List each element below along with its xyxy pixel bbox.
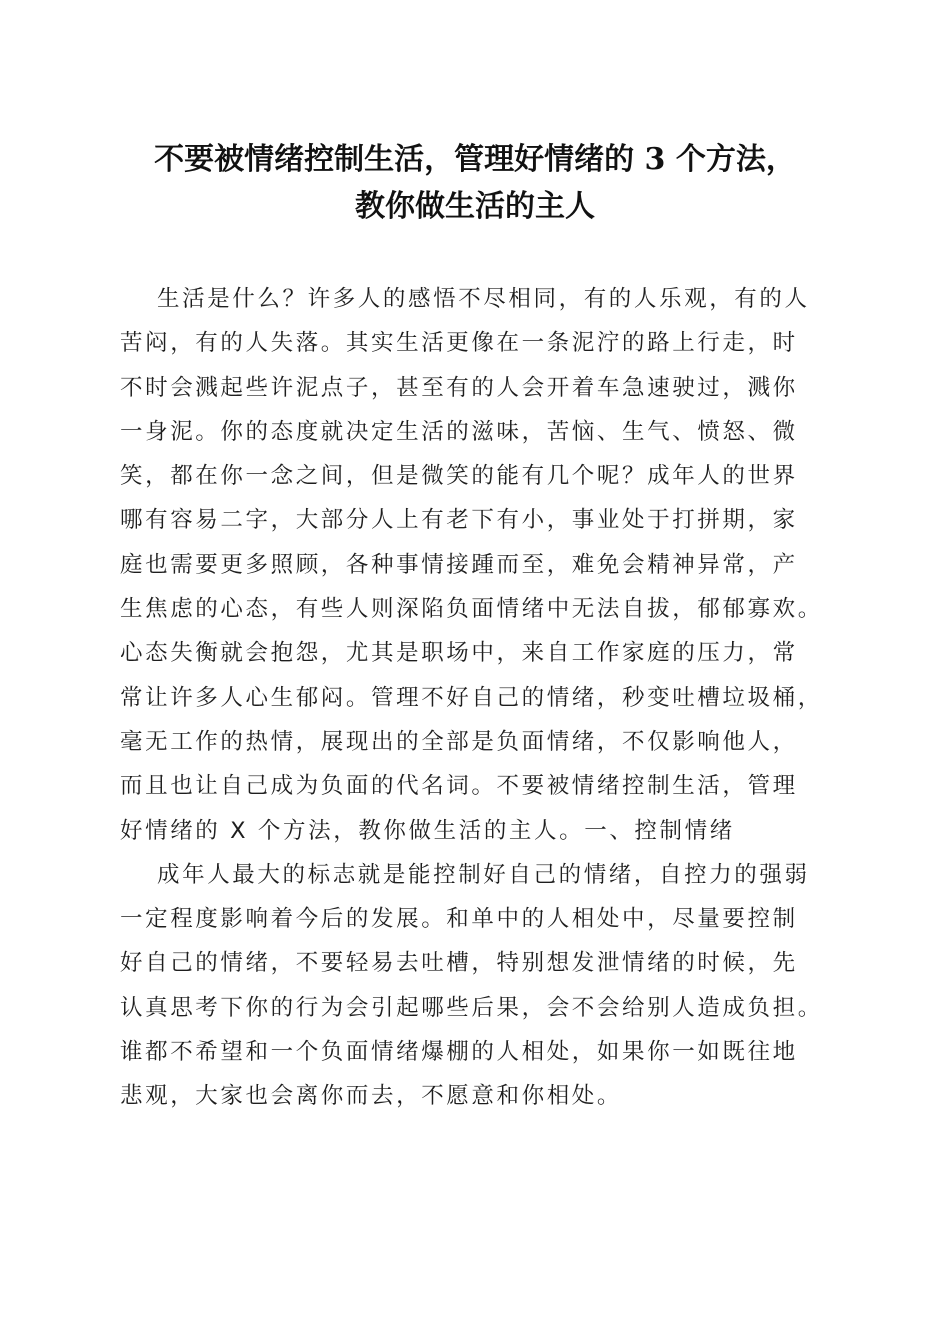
text-line: 成年人最大的标志就是能控制好自己的情绪，自控力的强弱 [157,861,810,888]
paragraph-intro [120,277,836,853]
text-line: 笑，都在你一念之间，但是微笑的能有几个呢？成年人的世界 [120,463,798,490]
text-line: 不时会溅起些许泥点子，甚至有的人会开着车急速驶过，溅你 [120,374,798,401]
document-title [100,136,850,230]
text-line: 好情绪的 X 个方法，教你做生活的主人。一、控制情绪 [120,817,735,844]
text-line: 哪有容易二字，大部分人上有老下有小，事业处于打拼期，家 [120,507,798,534]
document-body [120,277,836,1119]
text-line: 苦闷，有的人失落。其实生活更像在一条泥泞的路上行走，时 [120,330,798,357]
text-line: 心态失衡就会抱怨，尤其是职场中，来自工作家庭的压力，常 [120,640,798,667]
text-line: 谁都不希望和一个负面情绪爆棚的人相处，如果你一如既往地 [120,1039,798,1066]
text-line: 悲观，大家也会离你而去，不愿意和你相处。 [120,1083,623,1110]
paragraph-control-emotions [120,853,836,1119]
text-line: 认真思考下你的行为会引起哪些后果，会不会给别人造成负担。 [120,994,823,1021]
text-line: 生焦虑的心态，有些人则深陷负面情绪中无法自拔，郁郁寡欢。 [120,596,823,623]
text-line: 庭也需要更多照顾，各种事情接踵而至，难免会精神异常，产 [120,551,798,578]
title-line: 不要被情绪控制生活，管理好情绪的 3 个方法， [154,142,796,177]
text-line: 生活是什么？许多人的感悟不尽相同，有的人乐观，有的人 [157,286,810,312]
title-line: 教你做生活的主人 [355,189,595,224]
text-line: 一定程度影响着今后的发展。和单中的人相处中，尽量要控制 [120,906,798,933]
text-line: 一身泥。你的态度就决定生活的滋味，苦恼、生气、愤怒、微 [120,418,798,445]
text-line: 好自己的情绪，不要轻易去吐槽，特别想发泄情绪的时候，先 [120,950,798,977]
text-line: 而且也让自己成为负面的代名词。不要被情绪控制生活，管理 [120,773,798,800]
text-line: 毫无工作的热情，展现出的全部是负面情绪，不仅影响他人， [120,728,798,755]
text-line: 常让许多人心生郁闷。管理不好自己的情绪，秒变吐槽垃圾桶， [120,684,823,711]
